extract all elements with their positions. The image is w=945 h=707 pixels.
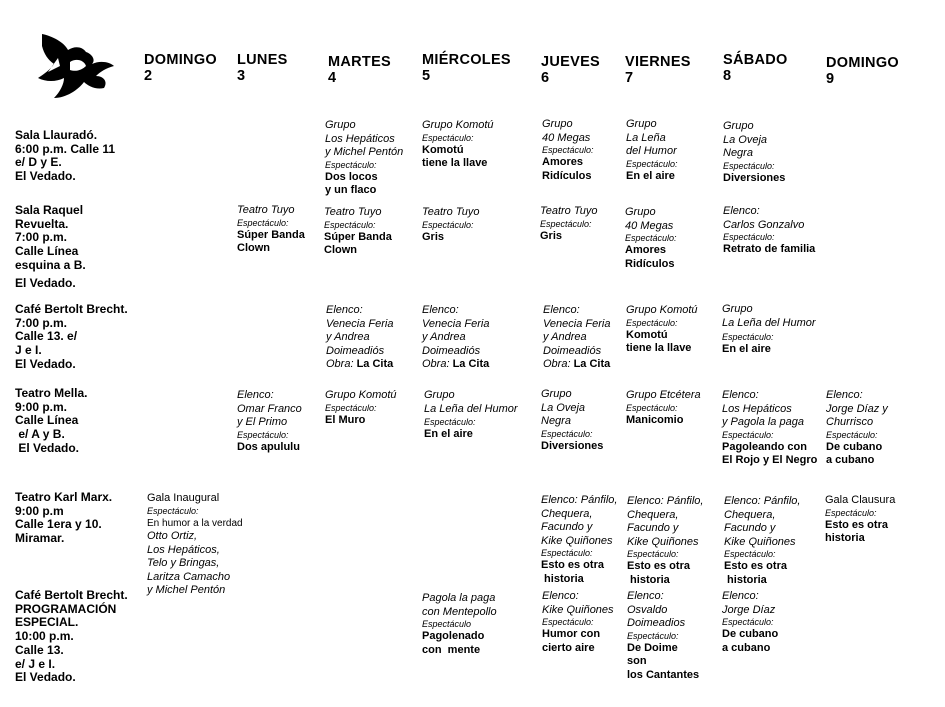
- event-group: Grupo: [325, 119, 356, 131]
- show-label: Espectáculo:: [541, 548, 593, 558]
- show-title: La Cita: [573, 358, 611, 370]
- day-name: MIÉRCOLES: [422, 52, 511, 68]
- event-group: y El Primo: [237, 416, 288, 428]
- event-cell: [626, 304, 698, 356]
- day-name: SÁBADO: [723, 52, 788, 68]
- show-title: Súper Banda: [237, 228, 305, 241]
- venue-line: Calle 1era y 10.: [15, 517, 102, 532]
- event-cell: [325, 389, 397, 427]
- show-label: Espectáculo:: [540, 218, 592, 229]
- venue-line: 10:00 p.m.: [15, 629, 74, 644]
- event-group: Negra: [541, 415, 571, 427]
- event-cell: [422, 304, 489, 372]
- event-group: La Oveja: [541, 401, 586, 414]
- event-group: Kike Quiñones: [724, 535, 796, 548]
- event-group: 40 Megas: [542, 131, 591, 144]
- event-cell: [625, 206, 677, 271]
- event-cell: [626, 118, 678, 183]
- show-label: Espectáculo:: [723, 160, 775, 171]
- venue-line: e/ J e I.: [15, 656, 56, 671]
- event-cell: [722, 389, 817, 468]
- venue-line: El Vedado.: [15, 670, 76, 685]
- event-cell: [237, 389, 302, 454]
- event-group: Pagola la paga: [422, 592, 496, 604]
- show-label: Espectáculo:: [627, 549, 679, 559]
- show-title: La Cita: [356, 358, 394, 370]
- event-group: Los Hepáticos: [325, 132, 395, 145]
- show-label: Espectáculo:: [723, 232, 775, 242]
- venue-line: esquina a B.: [15, 257, 86, 272]
- festival-logo: [34, 32, 118, 102]
- event-group: Elenco:: [422, 304, 459, 316]
- event-cell: [541, 388, 603, 453]
- event-group: Facundo y: [541, 521, 593, 533]
- day-name: VIERNES: [625, 54, 691, 70]
- show-label: Espectáculo:: [237, 429, 289, 440]
- venue-cafe-bertolt-brecht-especial: [15, 589, 128, 685]
- event-group: y Michel Pentón: [147, 584, 226, 596]
- event-cell: [724, 495, 800, 587]
- obra-label: Obra:: [543, 358, 571, 370]
- show-title: Esto es otra: [724, 560, 787, 572]
- event-cell: [543, 304, 610, 372]
- event-group: Otto Ortiz,: [147, 530, 198, 542]
- event-cell: [424, 389, 518, 442]
- venue-line: 7:00 p.m.: [15, 230, 68, 245]
- show-label: Espectáculo:: [147, 505, 199, 516]
- event-group: Omar Franco: [237, 402, 302, 415]
- event-cell: [722, 590, 778, 655]
- day-name: MARTES: [328, 54, 392, 70]
- event-group: Grupo: [625, 206, 656, 218]
- day-number: 5: [422, 68, 431, 84]
- event-group: Grupo Komotú: [325, 389, 397, 401]
- event-group: Elenco:: [826, 389, 863, 401]
- show-title: Amores: [625, 244, 666, 256]
- event-group: y Andrea: [326, 331, 370, 343]
- event-cell: [627, 495, 703, 587]
- show-title: con mente: [422, 643, 481, 656]
- show-title: cierto aire: [542, 641, 595, 654]
- event-group: Elenco:: [542, 590, 579, 602]
- event-cell: [422, 206, 479, 244]
- day-header-martes-4: [328, 54, 391, 86]
- show-label: Espectáculo:: [424, 417, 476, 427]
- event-group: Elenco: Pánfilo,: [724, 495, 801, 507]
- event-cell: [324, 206, 392, 258]
- show-title: De cubano: [826, 440, 883, 453]
- event-group: Doimeadios: [627, 617, 686, 629]
- event-group: Elenco:: [722, 590, 759, 602]
- show-label: Espectáculo:: [542, 617, 594, 627]
- show-title: a cubano: [826, 454, 875, 466]
- show-title: El Rojo y El Negro: [722, 454, 818, 466]
- event-group: Kike Quiñones: [541, 534, 613, 547]
- event-cell: [325, 119, 403, 198]
- day-number: 9: [826, 71, 835, 87]
- show-title: Dos apululu: [237, 440, 300, 453]
- event-cell: [722, 303, 816, 357]
- show-title: y un flaco: [325, 184, 377, 196]
- event-group: La Leña: [626, 131, 666, 144]
- event-group: Teatro Tuyo: [540, 205, 598, 217]
- show-label: Espectáculo:: [325, 159, 377, 170]
- event-group: Grupo: [541, 388, 572, 400]
- event-group: Los Hepáticos: [722, 402, 792, 415]
- show-label: Espectáculo:: [627, 630, 679, 641]
- show-title: historia: [724, 573, 767, 586]
- day-header-miercoles-5: [422, 52, 511, 84]
- day-header-viernes-7: [625, 54, 691, 86]
- show-title: Komotú: [422, 143, 464, 156]
- show-title: Komotú: [626, 328, 668, 341]
- show-label: Espectáculo:: [325, 402, 377, 413]
- day-name: DOMINGO: [144, 52, 217, 68]
- event-group: Elenco:: [627, 590, 664, 602]
- show-title: historia: [825, 532, 865, 544]
- show-line: [543, 358, 610, 372]
- show-title: La Cita: [452, 358, 490, 370]
- show-title: tiene la llave: [626, 342, 692, 354]
- event-group: Churrisco: [826, 416, 874, 428]
- show-title: Manicomio: [626, 413, 684, 426]
- venue-line: El Vedado.: [15, 169, 76, 184]
- day-name: JUEVES: [541, 54, 601, 70]
- event-group: La Oveja: [723, 133, 768, 146]
- day-header-domingo-9: [826, 55, 899, 87]
- event-group: Kike Quiñones: [542, 603, 614, 616]
- event-group: Kike Quiñones: [627, 535, 699, 548]
- event-group: Grupo Komotú: [422, 119, 494, 131]
- event-group: Negra: [723, 147, 753, 159]
- show-label: Espectáculo:: [324, 219, 376, 230]
- show-title: Amores: [542, 156, 583, 168]
- show-label: Espectáculo:: [237, 217, 289, 228]
- event-group: Facundo y: [627, 522, 679, 534]
- show-label: Espectáculo:: [722, 332, 774, 342]
- event-cell: [723, 120, 785, 185]
- show-title: Humor con: [542, 628, 601, 640]
- show-label: Espectáculo:: [422, 219, 474, 230]
- event-cell: [541, 494, 617, 586]
- event-cell: [826, 389, 888, 468]
- venue-line: Sala Llauradó.: [15, 128, 98, 142]
- show-title: En el aire: [722, 343, 771, 355]
- event-cell: [542, 118, 594, 183]
- event-group: Gala Inaugural: [147, 492, 220, 504]
- event-group: Doimeadiós: [543, 344, 602, 357]
- show-label: Espectáculo:: [625, 233, 677, 243]
- day-number: 3: [237, 68, 246, 84]
- event-group: Grupo Komotú: [626, 304, 698, 316]
- show-title: son: [627, 655, 647, 667]
- show-title: Esto es otra: [627, 560, 690, 572]
- show-label: Espectáculo: [422, 619, 472, 629]
- venue-line: Calle 13. e/: [15, 329, 78, 344]
- day-header-sabado-8: [723, 52, 788, 84]
- show-label: Espectáculo:: [826, 429, 878, 440]
- venue-teatro-karl-marx: [15, 491, 112, 546]
- event-group: Grupo Etcétera: [626, 389, 701, 401]
- venue-cafe-bertolt-brecht: [15, 303, 128, 372]
- day-name: DOMINGO: [826, 55, 899, 71]
- show-title: En el aire: [626, 169, 675, 182]
- venue-line: Calle Línea: [15, 413, 79, 428]
- show-title: En el aire: [424, 428, 473, 440]
- show-label: Espectáculo:: [541, 428, 593, 439]
- show-title: Esto es otra: [825, 518, 888, 531]
- show-label: Espectáculo:: [722, 429, 774, 440]
- day-header-domingo-2: [144, 52, 217, 84]
- event-group: Chequera,: [541, 507, 593, 520]
- day-number: 8: [723, 68, 732, 84]
- show-title: Esto es otra: [541, 559, 604, 571]
- event-group: Teatro Tuyo: [324, 206, 382, 218]
- venue-line: 9:00 p.m.: [15, 399, 68, 414]
- show-title: De cubano: [722, 628, 779, 640]
- event-cell: [326, 304, 393, 372]
- venue-line: ESPECIAL.: [15, 615, 79, 630]
- event-group: Grupo: [542, 118, 573, 130]
- event-cell: [147, 492, 243, 598]
- event-group: Doimeadiós: [422, 344, 481, 357]
- event-group: Laritza Camacho: [147, 570, 231, 583]
- event-group: y Andrea: [422, 331, 466, 343]
- venue-line: Teatro Karl Marx.: [15, 490, 113, 504]
- obra-label: Obra:: [422, 358, 450, 370]
- event-group: Grupo: [626, 118, 657, 130]
- venue-line: Sala Raquel: [15, 203, 84, 217]
- event-group: Los Hepáticos,: [147, 543, 220, 556]
- show-label: Espectáculo:: [626, 402, 678, 413]
- venue-line: Café Bertolt Brecht.: [15, 302, 128, 316]
- show-label: Espectáculo:: [722, 617, 774, 627]
- show-title: Pagolenado: [422, 630, 485, 642]
- show-title: Ridículos: [542, 169, 592, 182]
- venue-line: El Vedado.: [15, 356, 76, 371]
- venue-line: Miramar.: [15, 531, 65, 546]
- venue-line: El Vedado.: [15, 440, 80, 455]
- venue-teatro-mella: [15, 387, 87, 456]
- event-group: Venecia Feria: [543, 317, 611, 330]
- event-cell: [542, 590, 614, 655]
- event-group: y Michel Pentón: [325, 146, 404, 158]
- show-title: Diversiones: [723, 171, 786, 184]
- show-label: Espectáculo:: [724, 549, 776, 559]
- show-label: Espectáculo:: [825, 507, 877, 518]
- venue-line: Calle Línea: [15, 244, 79, 259]
- event-group: Osvaldo: [627, 603, 668, 616]
- show-title: Clown: [237, 242, 270, 254]
- venue-line: Revuelta.: [15, 216, 69, 231]
- venue-line: 9:00 p.m: [15, 503, 64, 518]
- show-title: Dos locos: [325, 170, 378, 183]
- event-group: Elenco:: [723, 205, 760, 217]
- venue-sala-llaurado: [15, 129, 115, 184]
- event-group: Teatro Tuyo: [237, 204, 295, 216]
- event-group: y Andrea: [543, 331, 587, 343]
- event-group: Elenco:: [237, 389, 274, 401]
- event-group: Chequera,: [724, 508, 776, 521]
- event-group: Grupo: [723, 120, 754, 132]
- day-header-jueves-6: [541, 54, 600, 86]
- event-cell: [723, 205, 815, 257]
- show-line: [422, 358, 489, 372]
- show-title: historia: [541, 572, 584, 585]
- event-group: Elenco:: [722, 389, 759, 401]
- event-group: Chequera,: [627, 508, 679, 521]
- day-header-lunes-3: [237, 52, 288, 84]
- venue-line: J e I.: [15, 343, 42, 358]
- show-title: Clown: [324, 244, 357, 256]
- venue-line: Teatro Mella.: [15, 386, 88, 400]
- event-cell: [627, 590, 699, 682]
- show-label: Espectáculo:: [626, 158, 678, 169]
- venue-line: Calle 13.: [15, 642, 64, 657]
- show-title: los Cantantes: [627, 668, 700, 681]
- day-number: 7: [625, 70, 634, 86]
- event-group: La Leña del Humor: [424, 402, 518, 415]
- show-label: Espectáculo:: [626, 317, 678, 328]
- venue-sala-raquel-revuelta: [15, 204, 86, 290]
- event-cell: [825, 494, 895, 546]
- show-title: Gris: [540, 229, 563, 242]
- event-group: 40 Megas: [625, 219, 674, 232]
- event-group: Facundo y: [724, 522, 776, 534]
- event-group: Gala Clausura: [825, 494, 896, 506]
- show-label: Espectáculo:: [542, 145, 594, 155]
- show-title: Gris: [422, 230, 445, 243]
- venue-line: e/ A y B.: [15, 427, 65, 442]
- event-cell: [422, 119, 494, 171]
- event-cell: [626, 389, 701, 427]
- event-group: La Leña del Humor: [722, 316, 816, 329]
- event-cell: [422, 592, 497, 657]
- obra-label: Obra:: [326, 358, 354, 370]
- event-group: Elenco: Pánfilo,: [541, 494, 618, 506]
- show-title: Retrato de familia: [723, 243, 816, 255]
- day-name: LUNES: [237, 52, 288, 68]
- show-title: Diversiones: [541, 439, 604, 452]
- event-group: Elenco:: [543, 304, 580, 316]
- venue-line: e/ D y E.: [15, 155, 62, 170]
- event-group: del Humor: [626, 145, 677, 157]
- show-title: historia: [627, 573, 670, 586]
- event-group: Venecia Feria: [422, 317, 490, 330]
- venue-line: PROGRAMACIÓN: [15, 601, 117, 616]
- venue-line: Café Bertolt Brecht.: [15, 588, 128, 602]
- event-group: Teatro Tuyo: [422, 206, 480, 218]
- event-group: Elenco:: [326, 304, 363, 316]
- event-group: Jorge Díaz y: [826, 402, 888, 415]
- venue-line: 7:00 p.m.: [15, 315, 68, 330]
- event-group: Grupo: [722, 303, 753, 315]
- event-group: Doimeadiós: [326, 344, 385, 357]
- show-line: [326, 358, 393, 372]
- show-title: De Doime: [627, 641, 678, 654]
- event-group: con Mentepollo: [422, 605, 497, 618]
- event-cell: [540, 205, 597, 243]
- show-title: En humor a la verdad: [147, 517, 243, 529]
- show-label: Espectáculo:: [422, 132, 474, 143]
- show-title: Pagoleando con: [722, 440, 807, 453]
- show-title: Ridículos: [625, 257, 675, 270]
- show-title: a cubano: [722, 641, 771, 654]
- event-group: Carlos Gonzalvo: [723, 218, 805, 231]
- event-group: Elenco: Pánfilo,: [627, 495, 704, 507]
- venue-line: 6:00 p.m. Calle 11: [15, 141, 116, 156]
- show-title: tiene la llave: [422, 157, 488, 169]
- event-group: Grupo: [424, 389, 455, 401]
- day-number: 4: [328, 70, 337, 86]
- day-number: 6: [541, 70, 550, 86]
- event-group: y Pagola la paga: [722, 416, 804, 428]
- show-title: El Muro: [325, 413, 366, 426]
- venue-line: El Vedado.: [15, 275, 76, 290]
- event-group: Telo y Bringas,: [147, 557, 220, 569]
- event-cell: [237, 204, 305, 256]
- show-title: Súper Banda: [324, 230, 392, 243]
- day-number: 2: [144, 68, 153, 84]
- event-group: Venecia Feria: [326, 317, 394, 330]
- event-group: Jorge Díaz: [722, 603, 776, 616]
